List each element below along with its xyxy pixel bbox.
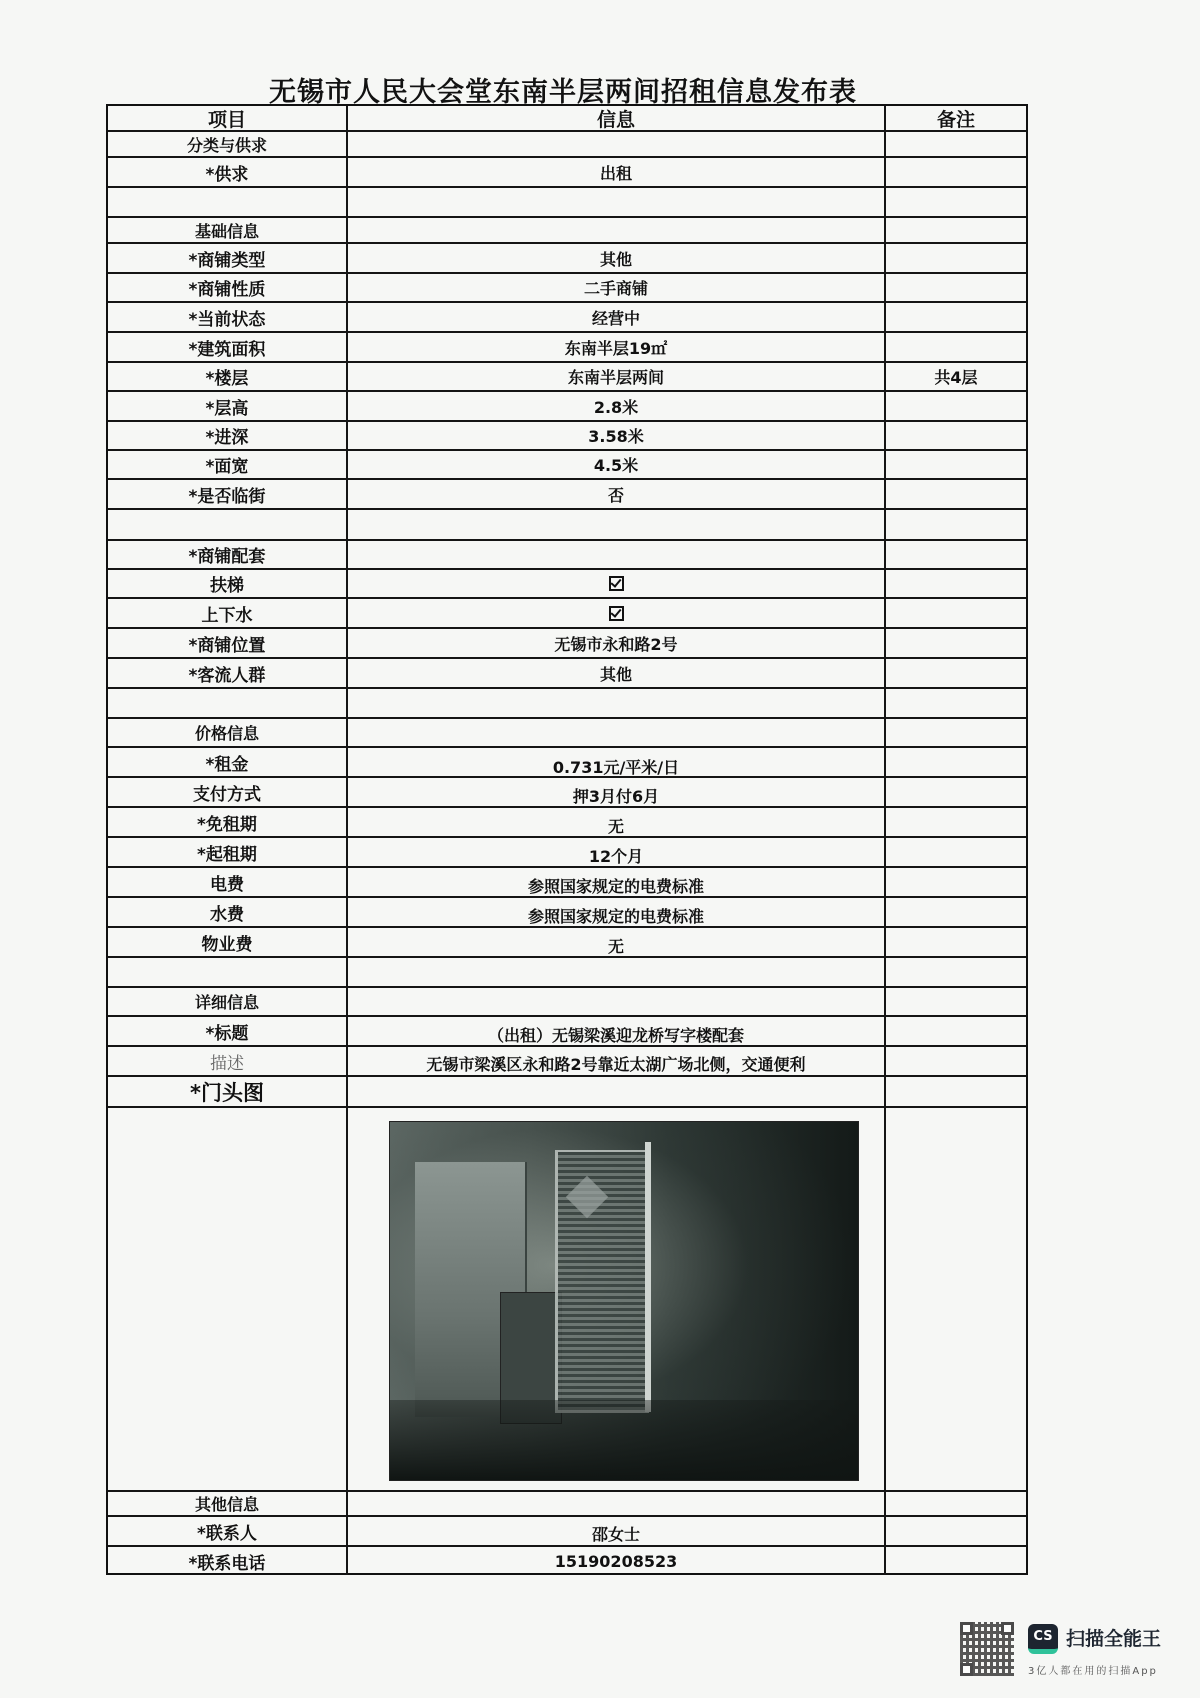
row-value: 3.58米 [348,422,886,449]
row-label: 其他信息 [108,1492,348,1515]
row-note [886,1017,1026,1045]
row-value [348,689,886,717]
table-row [108,1077,1026,1108]
row-value: 无 [348,928,886,956]
table-row [108,988,1026,1017]
row-label: 价格信息 [108,719,348,746]
row-note [886,1492,1026,1515]
row-label [108,510,348,539]
row-note [886,451,1026,478]
contact-phone: 15190208523 [348,1547,886,1575]
table-row [108,659,1026,689]
table-row [108,898,1026,928]
row-label: *标题 [108,1017,348,1045]
row-label: *建筑面积 [108,333,348,361]
row-label [108,958,348,986]
row-note [886,868,1026,896]
row-value [348,218,886,242]
row-note [886,748,1026,776]
row-label: 水费 [108,898,348,926]
row-value [348,541,886,568]
table-row [108,451,1026,480]
row-value: 东南半层两间 [348,363,886,390]
row-value [348,510,886,539]
row-note [886,188,1026,216]
row-label: 详细信息 [108,988,348,1015]
row-note [886,689,1026,717]
row-label: 物业费 [108,928,348,956]
row-note [886,541,1026,568]
checkbox-checked-icon [609,576,624,591]
table-row [108,570,1026,599]
row-value: 经营中 [348,303,886,331]
qr-finder-icon [960,1622,973,1635]
row-label: *联系人 [108,1517,348,1545]
row-label: *楼层 [108,363,348,390]
row-value: （出租）无锡梁溪迎龙桥写字楼配套 [348,1017,886,1045]
row-label: 基础信息 [108,218,348,242]
table-row-empty [108,958,1026,988]
row-label: *面宽 [108,451,348,478]
app-tagline: 3亿人都在用的扫描App [1028,1666,1158,1677]
table-row [108,1047,1026,1077]
row-value: 0.731元/平米/日 [348,748,886,776]
table-row [108,748,1026,778]
table-row [108,541,1026,570]
table-row [108,1492,1026,1517]
qr-code-icon [960,1622,1014,1676]
escalator-checkbox [348,570,886,597]
row-value [348,958,886,986]
row-note [886,274,1026,301]
table-row [108,333,1026,363]
row-note [886,1077,1026,1106]
row-note [886,958,1026,986]
row-value: 无锡市梁溪区永和路2号靠近太湖广场北侧，交通便利 [348,1047,886,1075]
row-note [886,218,1026,242]
row-label: *客流人群 [108,659,348,687]
row-value [348,719,886,746]
row-note [886,1108,1026,1490]
row-note [886,132,1026,156]
row-label: 上下水 [108,599,348,627]
row-value: 参照国家规定的电费标准 [348,898,886,926]
row-note [886,719,1026,746]
row-note: 共4层 [934,368,978,387]
table-row [108,218,1026,244]
row-note [886,838,1026,866]
row-label: *商铺位置 [108,629,348,657]
qr-finder-icon [1001,1622,1014,1635]
row-label: *层高 [108,392,348,420]
row-note [886,1517,1026,1545]
header-item: 项目 [108,106,348,130]
table-row [108,778,1026,808]
row-note [886,333,1026,361]
row-note [886,808,1026,836]
row-value: 押3月付6月 [348,778,886,806]
row-label: 支付方式 [108,778,348,806]
row-note [886,422,1026,449]
app-name: 扫描全能王 [1066,1628,1162,1650]
scanner-watermark [960,1618,1200,1688]
table-row [108,838,1026,868]
row-value [348,188,886,216]
table-row [108,1547,1026,1575]
table-header-row [108,106,1026,132]
header-info: 信息 [348,106,886,130]
table-row [108,132,1026,158]
row-note [886,928,1026,956]
table-row [108,274,1026,303]
row-value: 东南半层19㎡ [348,333,886,361]
table-row [108,363,1026,392]
row-label: 描述 [108,1047,348,1075]
row-value [348,1492,886,1515]
checkbox-checked-icon [609,606,624,621]
row-label [108,1108,348,1490]
row-value: 参照国家规定的电费标准 [348,868,886,896]
table-row [108,158,1026,188]
row-value: 无锡市永和路2号 [348,629,886,657]
table-row [108,244,1026,274]
row-value: 2.8米 [348,392,886,420]
table-row-empty [108,689,1026,719]
row-label: *商铺配套 [108,541,348,568]
table-row-empty [108,188,1026,218]
row-value [348,988,886,1015]
row-value: 12个月 [348,838,886,866]
table-row [108,599,1026,629]
row-note [886,303,1026,331]
table-row [108,303,1026,333]
row-label [108,689,348,717]
row-note [886,570,1026,597]
row-label: *门头图 [108,1077,348,1106]
row-label: *起租期 [108,838,348,866]
water-supply-checkbox [348,599,886,627]
table-row [108,1017,1026,1047]
row-label: 分类与供求 [108,132,348,156]
row-note [886,629,1026,657]
row-note [886,510,1026,539]
row-note [886,1547,1026,1575]
table-row [108,1517,1026,1547]
row-value: 无 [348,808,886,836]
table-row [108,808,1026,838]
table-row [108,868,1026,898]
row-label: *是否临街 [108,480,348,508]
header-note: 备注 [936,108,975,131]
photo-door [555,1150,649,1413]
table-row [108,392,1026,422]
row-value: 否 [348,480,886,508]
row-label: *免租期 [108,808,348,836]
row-label [108,188,348,216]
table-row [108,928,1026,958]
qr-finder-icon [960,1663,973,1676]
row-note [886,244,1026,272]
table-row-empty [108,510,1026,541]
document-title: 无锡市人民大会堂东南半层两间招租信息发布表 [269,77,857,108]
row-note [886,778,1026,806]
row-label: *联系电话 [108,1547,348,1575]
row-value: 二手商铺 [348,274,886,301]
contact-name: 邵女士 [348,1517,886,1545]
row-value [348,1077,886,1106]
photo-door-post [645,1142,651,1412]
row-note [886,392,1026,420]
row-value: 出租 [348,158,886,186]
row-note [886,599,1026,627]
row-value: 其他 [348,244,886,272]
row-label: *商铺性质 [108,274,348,301]
row-label: *供求 [108,158,348,186]
row-value [348,132,886,156]
row-label: *当前状态 [108,303,348,331]
storefront-photo [389,1121,859,1481]
row-note [886,1047,1026,1075]
photo-floor [390,1400,858,1480]
table-row [108,719,1026,748]
row-note [886,659,1026,687]
table-row [108,480,1026,510]
camscanner-logo-icon: CS [1028,1624,1058,1654]
row-value: 4.5米 [348,451,886,478]
row-label: *租金 [108,748,348,776]
row-label: *进深 [108,422,348,449]
row-note [886,158,1026,186]
row-label: 电费 [108,868,348,896]
row-label: 扶梯 [108,570,348,597]
row-label: *商铺类型 [108,244,348,272]
table-row [108,422,1026,451]
row-value: 其他 [348,659,886,687]
row-note [886,480,1026,508]
row-note [886,988,1026,1015]
row-note [886,898,1026,926]
table-row [108,629,1026,659]
